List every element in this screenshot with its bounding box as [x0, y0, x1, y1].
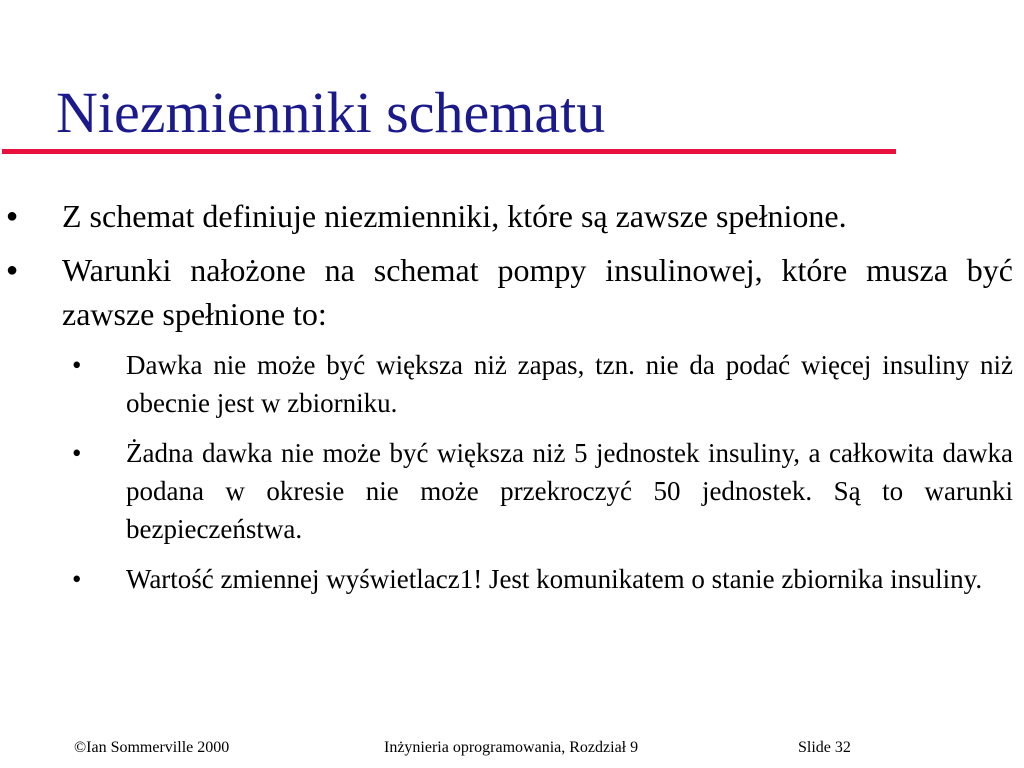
slide-body — [0, 194, 1024, 610]
bullet-text: Warunki nałożone na schemat pompy insulinowej, które musza być zawsze spełnione to: — [62, 252, 1013, 332]
sub-bullet-marker: • — [72, 350, 82, 380]
sub-bullet-text: Wartość zmiennej wyświetlacz1! Jest komunikatem o stanie zbiornika insuliny. — [126, 564, 983, 594]
sub-bullet-item — [72, 560, 1013, 598]
sub-bullet-marker: • — [72, 564, 82, 594]
footer-slide-number: Slide 32 — [798, 739, 851, 756]
title-underline — [2, 149, 896, 154]
sub-bullet-item — [72, 434, 1013, 548]
bullet-item — [6, 194, 1013, 238]
sub-bullet-text: Żadna dawka nie może być większa niż 5 jednostek insuliny, a całkowita dawka podana w okresie nie może przekroczyć 50 jednostek. Są to warunki bezpieczeństwa. — [126, 438, 1013, 544]
bullet-dot-icon: ● — [6, 205, 19, 227]
bullet-item — [6, 248, 1013, 336]
footer-course: Inżynieria oprogramowania, Rozdział 9 — [384, 739, 639, 756]
bullet-dot-icon: ● — [6, 259, 19, 281]
sub-bullet-item — [72, 346, 1013, 422]
slide-title: Niezmienniki schematu — [56, 80, 606, 145]
sub-bullet-text: Dawka nie może być większa niż zapas, tzn. nie da podać więcej insuliny niż obecnie jest w zbiorniku. — [126, 350, 1013, 418]
bullet-text: Z schemat definiuje niezmienniki, które są zawsze spełnione. — [62, 198, 847, 234]
sub-bullet-marker: • — [72, 438, 82, 468]
footer-copyright: ©Ian Sommerville 2000 — [74, 739, 230, 756]
